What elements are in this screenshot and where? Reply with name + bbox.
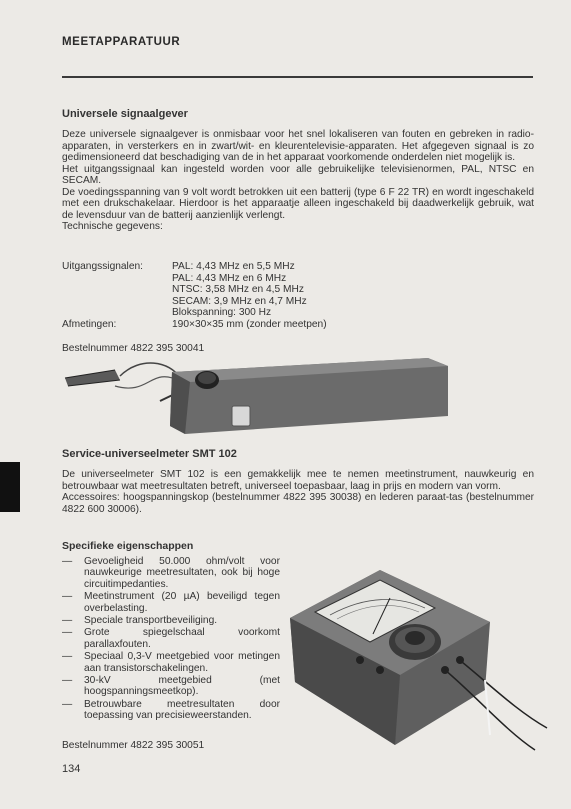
- section1-para2: Het uitgangssignaal kan ingesteld worden voor alle gebruikelijke televisienormen, PAL, NTSC en SECAM.: [62, 163, 534, 186]
- order-number-signal-generator: Bestelnummer 4822 395 30041: [62, 343, 205, 354]
- page-header: MEETAPPARATUUR: [62, 36, 181, 48]
- spec-value-dimensions: 190×30×35 mm (zonder meetpen): [172, 318, 327, 330]
- section2-body: [62, 469, 534, 515]
- spec-value: PAL: 4,43 MHz en 5,5 MHz: [172, 261, 295, 272]
- spec-value: NTSC: 3,58 MHz en 4,5 MHz: [172, 284, 304, 295]
- list-item: — Grote spiegelschaal voorkomt parallaxfouten.: [62, 627, 280, 650]
- spec-value: SECAM: 3,9 MHz en 4,7 MHz: [172, 295, 307, 307]
- list-item: — Gevoeligheid 50.000 ohm/volt voor nauwkeurige meetresultaten, ook bij hoge circuitimpedanties.: [62, 556, 280, 590]
- list-item: — Betrouwbare meetresultaten door toepassing van precisieweerstanden.: [62, 699, 280, 722]
- features-heading: Specifieke eigenschappen: [62, 540, 194, 552]
- spec-value: Blokspanning: 300 Hz: [172, 307, 272, 318]
- section2-para2: Accessoires: hoogspanningskop (bestelnummer 4822 395 30038) en lederen paraat-tas (bestelnummer 4822 600 30006).: [62, 492, 534, 515]
- list-item: — Speciaal 0,3-V meetgebied voor metingen aan transistorschakelingen.: [62, 651, 280, 674]
- section-heading-signal-generator: Universele signaalgever: [62, 108, 188, 120]
- section-heading-multimeter: Service-universeelmeter SMT 102: [62, 448, 237, 460]
- features-list: [62, 556, 280, 723]
- thumb-index-marker: [0, 462, 20, 512]
- page-number: 134: [62, 763, 81, 775]
- section1-para3: De voedingsspanning van 9 volt wordt betrokken uit een batterij (type 6 F 22 TR) en wordt ingeschakeld met een drukschakelaar. Hierdoor is het apparaatje alleen ingeschakeld bij daadwerkelijk gebruik, wat de levensduur van de batterij aanzienlijk verlengt.: [62, 186, 534, 221]
- order-number-multimeter: Bestelnummer 4822 395 30051: [62, 740, 205, 751]
- list-item: — 30-kV meetgebied (met hoogspanningsmeetkop).: [62, 675, 280, 698]
- spec-row-output: [62, 261, 534, 319]
- multimeter-photo: [285, 560, 555, 755]
- spec-label-output: Uitgangssignalen:: [62, 261, 143, 272]
- spec-value: PAL: 4,43 MHz en 6 MHz: [172, 272, 287, 284]
- spec-label-dimensions: Afmetingen:: [62, 318, 117, 330]
- section1-para1: Deze universele signaalgever is onmisbaar voor het snel lokaliseren van fouten en gebreken in radio-apparaten, in versterkers en in zwart/wit- en kleurentelevisie-apparaten. Het afgegeven signaal is zo gedimensioneerd dat beschadiging van de in het apparaat voorkomende onderdelen niet mogelijk is.: [62, 129, 534, 163]
- spec-values-output: [172, 261, 534, 319]
- list-item: — Meetinstrument (20 µA) beveiligd tegen overbelasting.: [62, 591, 280, 614]
- list-item: — Speciale transportbeveiliging.: [62, 615, 280, 626]
- spec-row-dimensions: [62, 319, 534, 331]
- section1-body: [62, 129, 534, 233]
- header-rule: [62, 76, 533, 78]
- signal-generator-photo: [60, 356, 480, 446]
- specs-title: Technische gegevens:: [62, 221, 163, 232]
- specs-table: [62, 261, 534, 330]
- section2-para1: De universeelmeter SMT 102 is een gemakkelijk mee te nemen meetinstrument, nauwkeurig en betrouwbaar wat meetresultaten betreft, universeel toepasbaar, laag in prijs en modern van vorm.: [62, 469, 534, 492]
